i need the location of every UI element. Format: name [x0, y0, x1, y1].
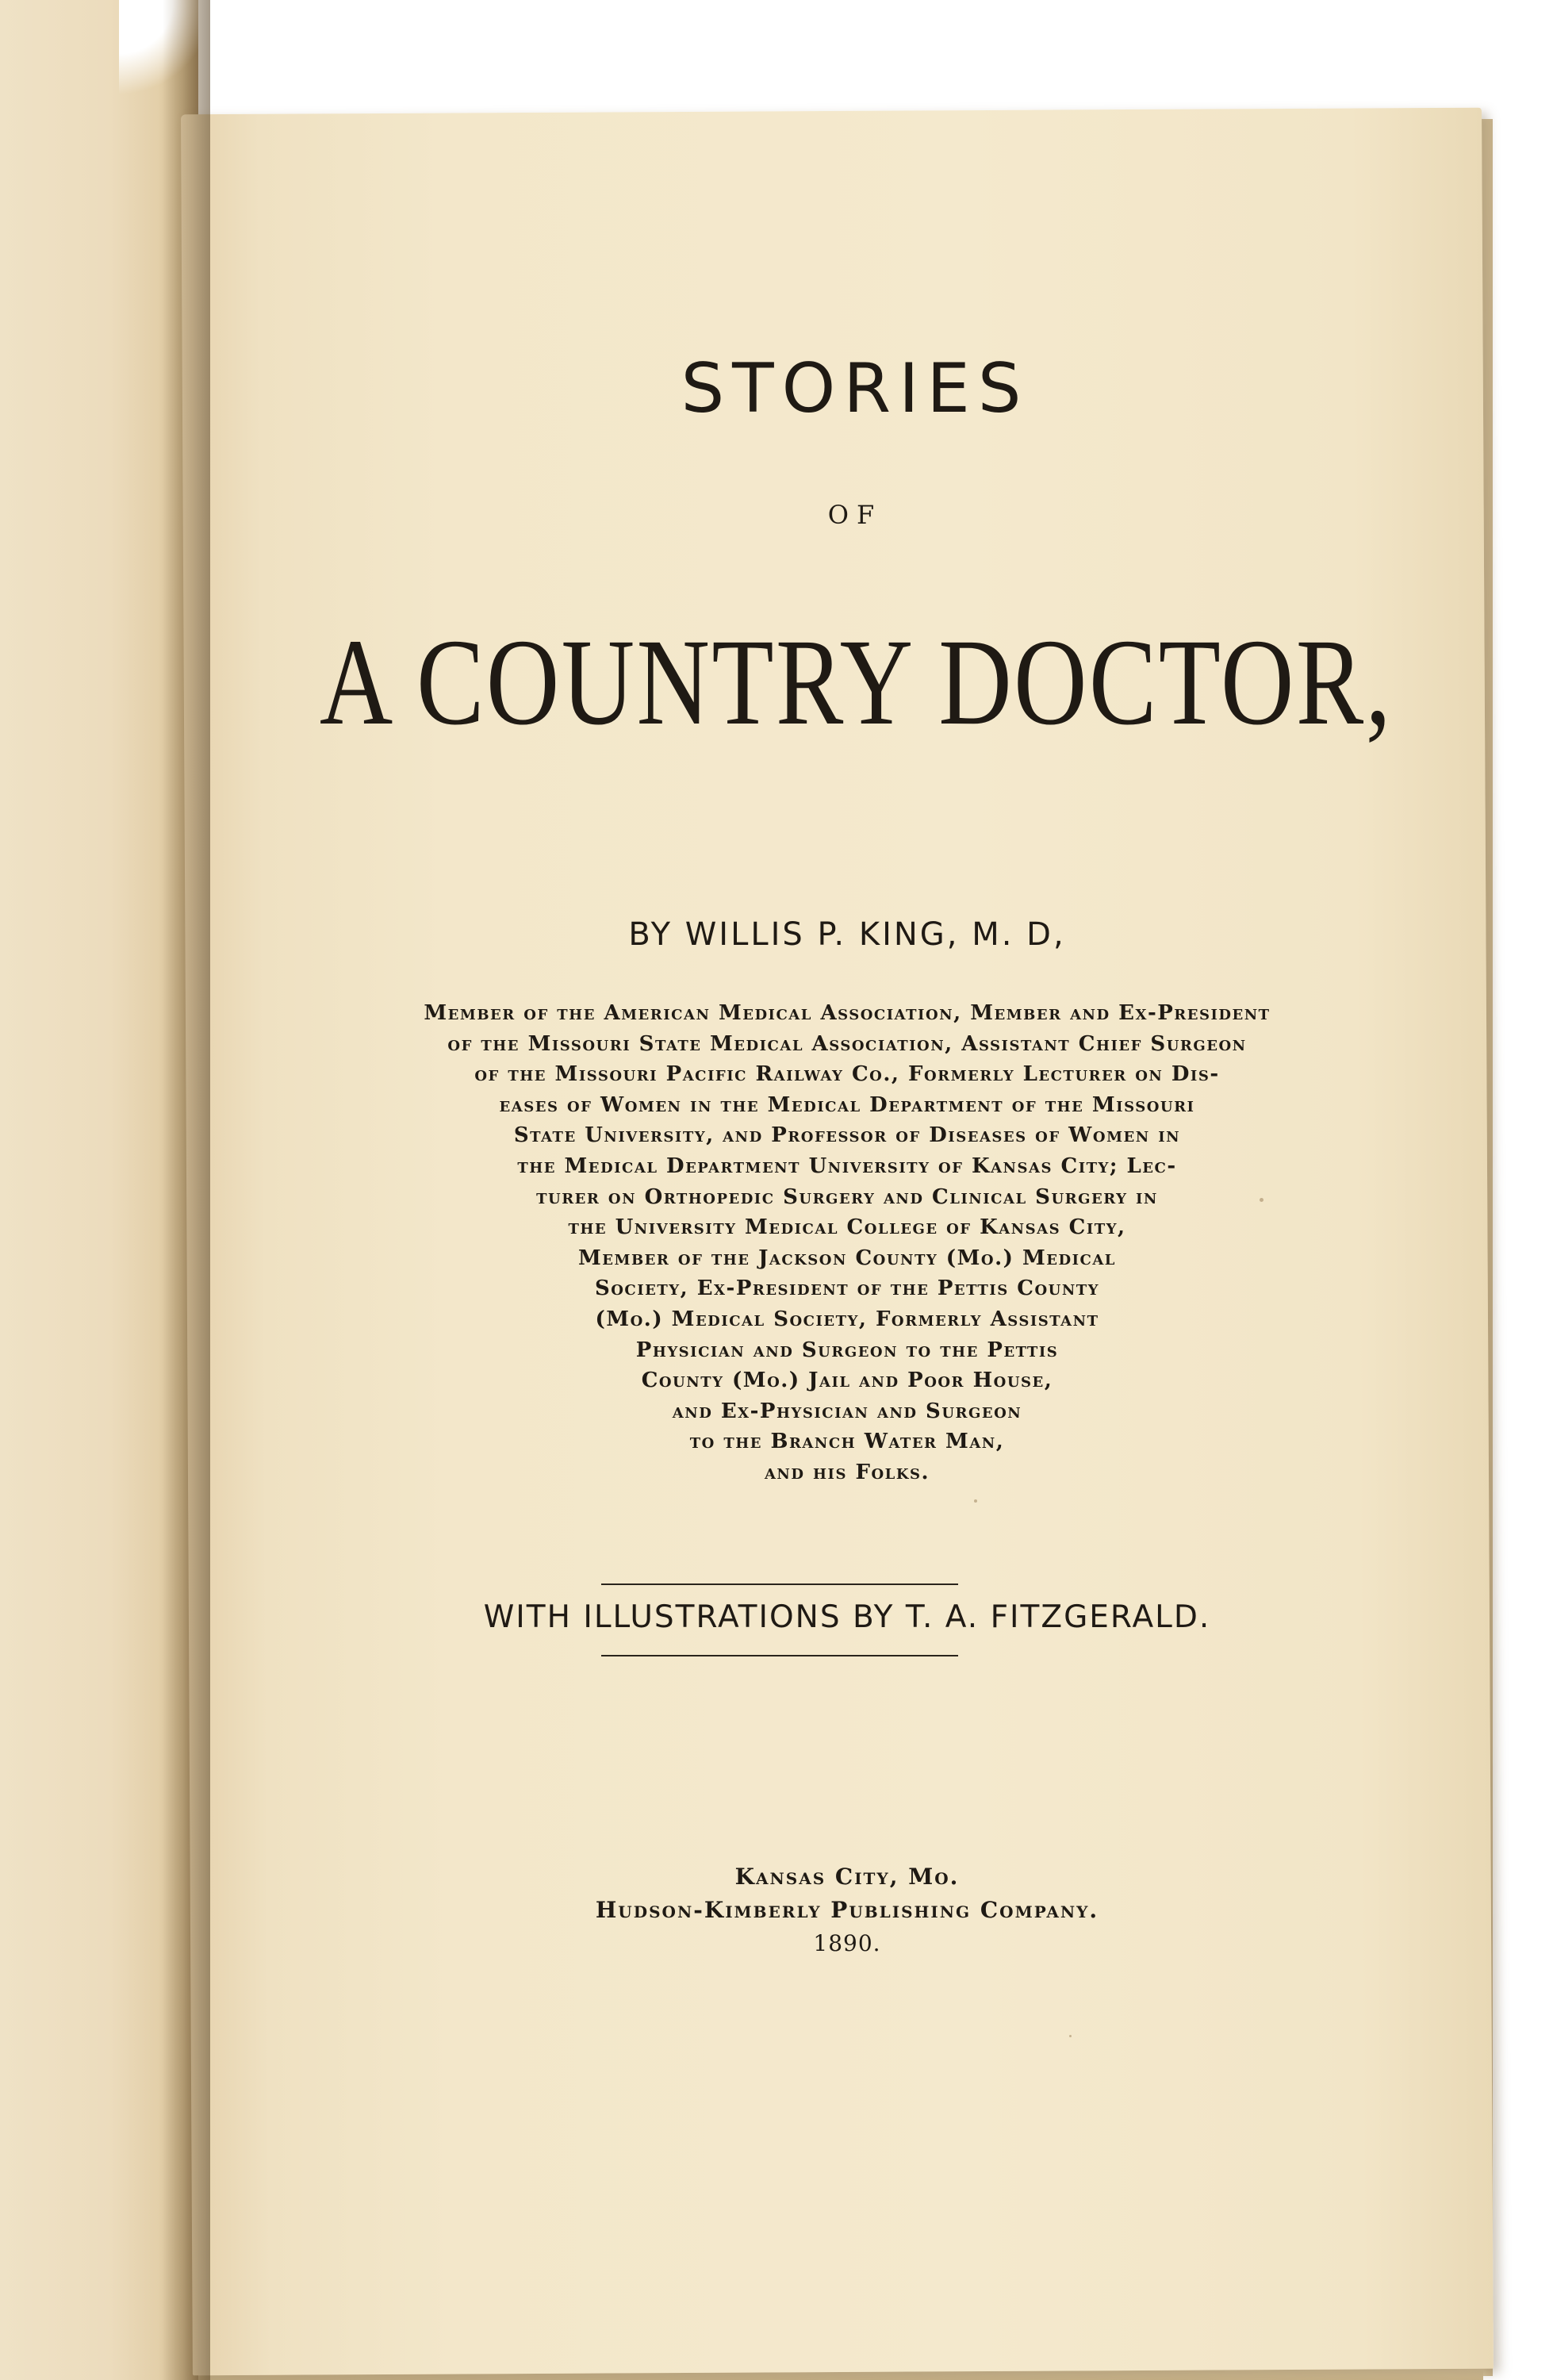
title-of: OF [827, 500, 883, 530]
credential-line: and his Folks. [764, 1460, 930, 1484]
foxing-speck [1260, 1198, 1263, 1202]
title-page-text [181, 111, 1482, 2372]
credential-line: turer on Orthopedic Surgery and Clinical Surgery in [536, 1184, 1158, 1209]
credential-line: the Medical Department University of Kansas City; Lec- [517, 1154, 1177, 1178]
author-credentials [181, 998, 1497, 1488]
divider-rule-top [601, 1583, 958, 1585]
illustrations-credit: WITH ILLUSTRATIONS BY T. A. FITZGERALD. [483, 1599, 1211, 1635]
imprint-publisher: Hudson-Kimberly Publishing Company. [595, 1897, 1099, 1923]
imprint-year: 1890. [813, 1930, 881, 1956]
foxing-speck [1069, 2035, 1072, 2037]
foxing-speck [728, 1412, 731, 1417]
credential-line: eases of Women in the Medical Department of the Missouri [499, 1092, 1195, 1117]
credential-line: Member of the American Medical Association, Member and Ex-President [424, 1001, 1271, 1025]
credential-line: Society, Ex-President of the Pettis County [594, 1276, 1100, 1301]
book-title: A COUNTRY DOCTOR, [319, 613, 1394, 750]
author-byline: BY WILLIS P. KING, M. D, [628, 916, 1066, 953]
credential-line: of the Missouri State Medical Association, Assistant Chief Surgeon [447, 1031, 1247, 1056]
divider-rule-bottom [601, 1655, 958, 1656]
credential-line: and Ex-Physician and Surgeon [672, 1399, 1022, 1423]
credential-line: Member of the Jackson County (Mo.) Medical [578, 1246, 1116, 1270]
credential-line: Physician and Surgeon to the Pettis [635, 1338, 1059, 1362]
credential-line: the University Medical College of Kansas City, [568, 1215, 1126, 1240]
credential-line: State University, and Professor of Diseases of Women in [513, 1123, 1181, 1148]
credential-line: to the Branch Water Man, [689, 1430, 1005, 1454]
credential-line: (Mo.) Medical Society, Formerly Assistant [595, 1307, 1099, 1331]
imprint-city: Kansas City, Mo. [734, 1864, 960, 1890]
publisher-imprint [181, 1860, 1497, 1960]
foxing-speck [974, 1499, 977, 1503]
title-stories: STORIES [681, 349, 1030, 428]
credential-line: of the Missouri Pacific Railway Co., Formerly Lecturer on Dis- [474, 1062, 1220, 1087]
credential-line: County (Mo.) Jail and Poor House, [641, 1368, 1053, 1393]
